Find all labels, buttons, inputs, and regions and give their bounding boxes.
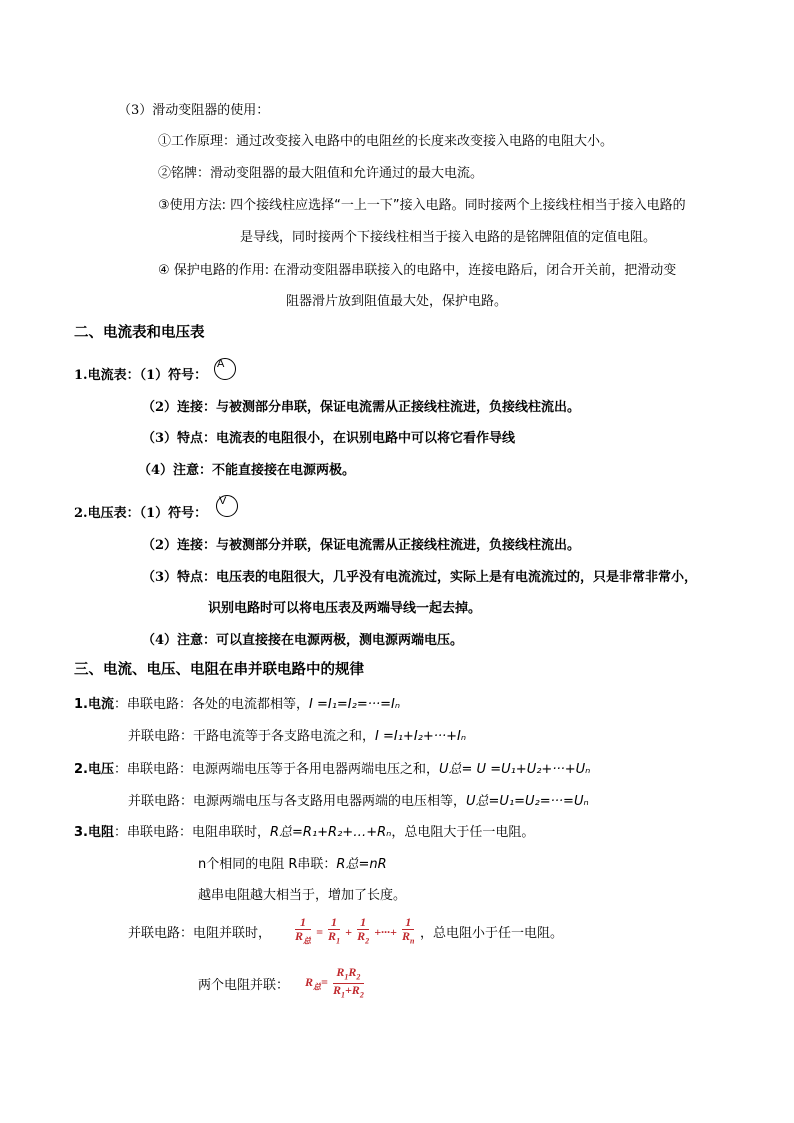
current-parallel-formula: I =I₁+I₂+···+Iₙ xyxy=(375,729,467,744)
parallel-resistance-formula: $\frac{1}{R_总}$ = $\frac{1}{R_1}$ + $\frac{1}{R_2}$ +···+ $\frac{1}{R_n}$ xyxy=(295,915,415,946)
working-principle: ①工作原理：通过改变接入电路中的电阻丝的长度来改变接入电路的电阻大小。 xyxy=(158,134,614,149)
ammeter-symbol-icon xyxy=(214,358,236,380)
resistance-label: 3.电阻 xyxy=(74,825,114,840)
section-3-title: （3）滑动变阻器的使用： xyxy=(118,103,270,118)
two-resistors-parallel-text: 两个电阻并联： xyxy=(198,978,290,993)
voltage-parallel-text: 并联电路：电源两端电压与各支路用电器两端的电压相等， xyxy=(128,794,467,809)
voltage-parallel-formula: U总=U₁=U₂=···=Uₙ xyxy=(466,794,589,809)
resistance-parallel-tail: ，总电阻小于任一电阻。 xyxy=(420,926,564,941)
current-parallel-text: 并联电路：干路电流等于各支路电流之和， xyxy=(128,729,376,744)
two-resistors-formula: $R_总=$ $\frac{R_1R_2}{R_1+R_2}$ xyxy=(305,965,364,1000)
protect-circuit-line2: 阻器滑片放到阻值最大处，保护电路。 xyxy=(286,294,508,309)
nameplate: ②铭牌：滑动变阻器的最大阻值和允许通过的最大电流。 xyxy=(158,166,484,181)
voltmeter-symbol-icon xyxy=(216,495,238,517)
ammeter-symbol-letter: A xyxy=(217,358,225,370)
resistance-series-tail: ，总电阻大于任一电阻。 xyxy=(391,825,535,840)
section-2-heading: 二、电流表和电压表 xyxy=(74,325,205,341)
ammeter-feature: （3）特点：电流表的电阻很小，在识别电路中可以将它看作导线 xyxy=(142,431,516,446)
voltage-label: 2.电压 xyxy=(74,762,114,777)
section-3-heading: 三、电流、电压、电阻在串并联电路中的规律 xyxy=(74,662,364,678)
voltage-parallel-rule xyxy=(128,793,589,811)
resistance-series-rule xyxy=(74,824,534,842)
ammeter-connection: （2）连接：与被测部分串联，保证电流需从正接线柱流进，负接线柱流出。 xyxy=(142,400,581,415)
voltage-series-text: ：串联电路：电源两端电压等于各用电器两端电压之和， xyxy=(113,762,439,777)
resistance-longer-note: 越串电阻越大相当于，增加了长度。 xyxy=(198,888,407,903)
n-identical-text: n个相同的电阻 R串联： xyxy=(198,857,337,872)
current-parallel-rule xyxy=(128,728,466,746)
current-label: 1.电流 xyxy=(74,697,114,712)
current-series-rule xyxy=(74,696,400,714)
voltmeter-feature-line1: （3）特点：电压表的电阻很大，几乎没有电流流过，实际上是有电流流过的，只是非常非常小， xyxy=(142,570,698,585)
voltmeter-connection: （2）连接：与被测部分并联，保证电流需从正接线柱流进，负接线柱流出。 xyxy=(142,538,581,553)
voltmeter-note: （4）注意：可以直接接在电源两极，测电源两端电压。 xyxy=(142,633,464,648)
resistance-parallel-text: 并联电路：电阻并联时， xyxy=(128,926,272,941)
protect-circuit-line1: ④ 保护电路的作用: 在滑动变阻器串联接入的电路中，连接电路后，闭合开关前，把滑动变 xyxy=(158,263,677,278)
usage-method-line2: 是导线，同时接两个下接线柱相当于接入电路的是铭牌阻值的定值电阻。 xyxy=(240,230,657,245)
n-identical-formula: R总=nR xyxy=(336,857,387,872)
resistance-n-identical xyxy=(198,856,387,874)
voltmeter-feature-line2: 识别电路时可以将电压表及两端导线一起去掉。 xyxy=(208,601,482,616)
current-series-text: ：串联电路：各处的电流都相等， xyxy=(113,697,309,712)
resistance-series-formula: R总=R₁+R₂+…+Rₙ xyxy=(270,825,392,840)
voltmeter-heading: 2.电压表：（1）符号： xyxy=(74,506,208,521)
usage-method-line1: ③使用方法: 四个接线柱应选择“一上一下”接入电路。同时接两个上接线柱相当于接入电路的 xyxy=(158,198,686,213)
voltage-series-formula: U总= U =U₁+U₂+···+Uₙ xyxy=(439,762,591,777)
voltmeter-symbol-letter: V xyxy=(219,495,227,507)
ammeter-heading: 1.电流表：（1）符号： xyxy=(74,368,208,383)
resistance-series-text: ：串联电路：电阻串联时， xyxy=(113,825,270,840)
current-series-formula: I =I₁=I₂=···=Iₙ xyxy=(309,697,401,712)
voltage-series-rule xyxy=(74,761,590,779)
ammeter-note: （4）注意：不能直接接在电源两极。 xyxy=(138,463,356,478)
